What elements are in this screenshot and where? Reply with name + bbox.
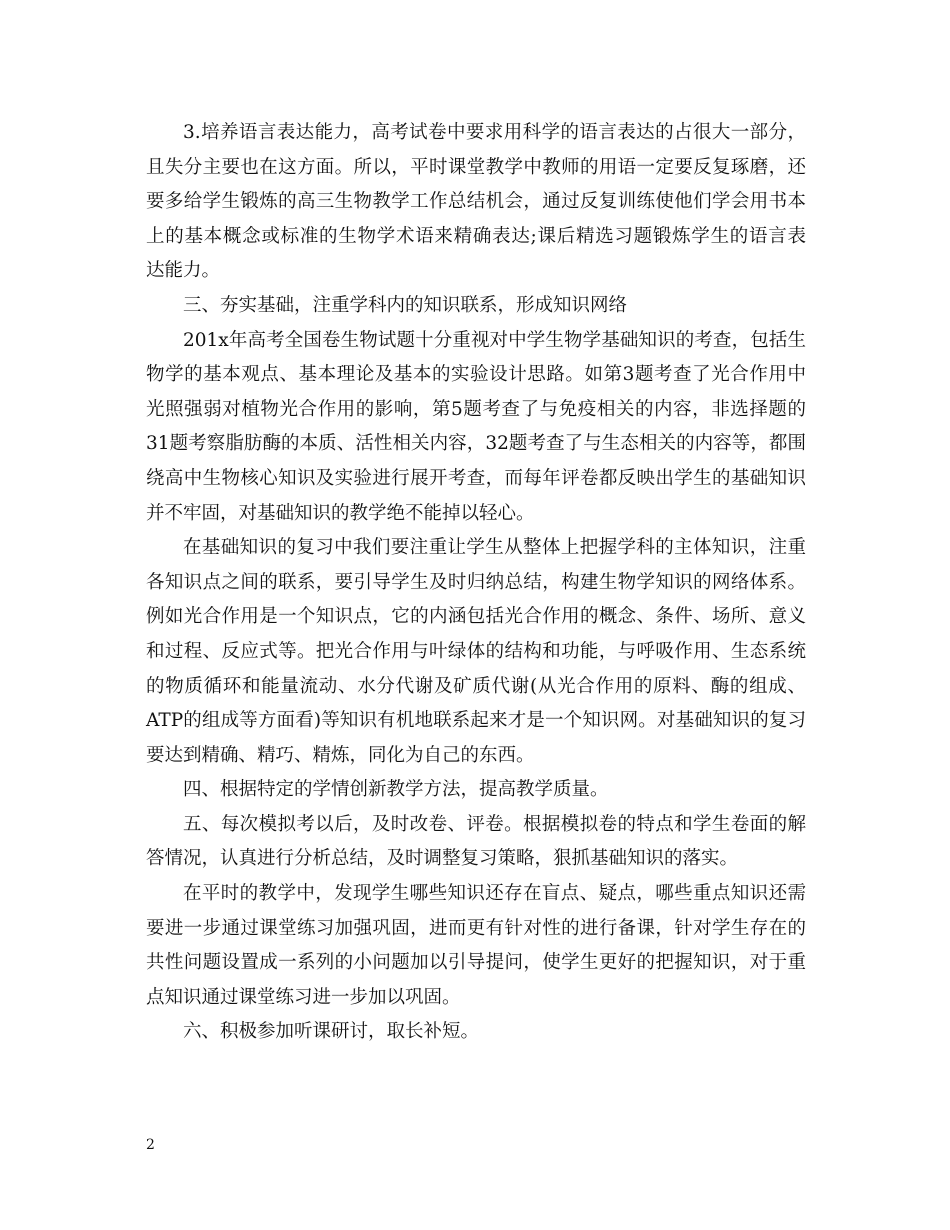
paragraph-classroom-practice: [146, 877, 806, 1015]
text-line: 三、夯实基础，注重学科内的知识联系，形成知识网络: [183, 294, 628, 316]
heading-section-four: [146, 773, 806, 808]
text-line: 要进一步通过课堂练习加强巩固，进而更有针对性的进行备课，针对学生存在的: [146, 917, 806, 939]
text-line: 六、积极参加听课研讨，取长补短。: [183, 1021, 480, 1043]
text-line: 共性问题设置成一系列的小问题加以引导提问，使学生更好的把握知识，对于重: [146, 952, 806, 974]
text-line: 要达到精确、精巧、精炼，同化为自己的东西。: [146, 744, 535, 766]
text-line: 在基础知识的复习中我们要注重让学生从整体上把握学科的主体知识，注重: [183, 537, 806, 559]
text-line: 点知识通过课堂练习进一步加以巩固。: [146, 986, 461, 1008]
paragraph-exam-analysis: [146, 324, 806, 532]
page-number: 2: [146, 1137, 155, 1153]
text-line: 上的基本概念或标准的生物学术语来精确表达;课后精选习题锻炼学生的语言表: [146, 225, 806, 247]
paragraph-language-expression: [146, 116, 806, 289]
text-line: 例如光合作用是一个知识点，它的内涵包括光合作用的概念、条件、场所、意义: [146, 606, 806, 628]
text-line: 3.培养语言表达能力，高考试卷中要求用科学的语言表达的占很大一部分，: [183, 122, 806, 143]
text-line: 五、每次模拟考以后，及时改卷、评卷。根据模拟卷的特点和学生卷面的解: [183, 813, 806, 835]
text-line: 光照强弱对植物光合作用的影响，第5题考查了与免疫相关的内容，非选择题的: [146, 398, 806, 420]
text-line: 和过程、反应式等。把光合作用与叶绿体的结构和功能，与呼吸作用、生态系统: [146, 640, 806, 662]
document-body: [146, 116, 806, 1050]
text-line: 四、根据特定的学情创新教学方法，提高教学质量。: [183, 779, 609, 801]
text-line: 且失分主要也在这方面。所以，平时课堂教学中教师的用语一定要反复琢磨，还: [146, 156, 806, 178]
text-line: 的物质循环和能量流动、水分代谢及矿质代谢(从光合作用的原料、酶的组成、: [146, 675, 806, 697]
heading-section-six: [146, 1015, 806, 1050]
paragraph-knowledge-network: [146, 531, 806, 773]
text-line: ATP的组成等方面看)等知识有机地联系起来才是一个知识网。对基础知识的复习: [146, 710, 806, 732]
text-line: 答情况，认真进行分析总结，及时调整复习策略，狠抓基础知识的落实。: [146, 848, 739, 870]
paragraph-section-five: [146, 808, 806, 877]
text-line: 31题考察脂肪酶的本质、活性相关内容，32题考查了与生态相关的内容等，都围: [146, 433, 806, 455]
text-line: 201x年高考全国卷生物试题十分重视对中学生物学基础知识的考查，包括生: [183, 329, 806, 351]
text-line: 在平时的教学中，发现学生哪些知识还存在盲点、疑点，哪些重点知识还需: [183, 883, 806, 905]
text-line: 并不牢固，对基础知识的教学绝不能掉以轻心。: [146, 502, 535, 524]
text-line: 物学的基本观点、基本理论及基本的实验设计思路。如第3题考查了光合作用中: [146, 364, 806, 386]
text-line: 绕高中生物核心知识及实验进行展开考查，而每年评卷都反映出学生的基础知识: [146, 467, 806, 489]
text-line: 达能力。: [146, 260, 221, 282]
text-line: 各知识点之间的联系，要引导学生及时归纳总结，构建生物学知识的网络体系。: [146, 571, 806, 593]
heading-section-three: [146, 289, 806, 324]
text-line: 要多给学生锻炼的高三生物教学工作总结机会，通过反复训练使他们学会用书本: [146, 191, 806, 213]
